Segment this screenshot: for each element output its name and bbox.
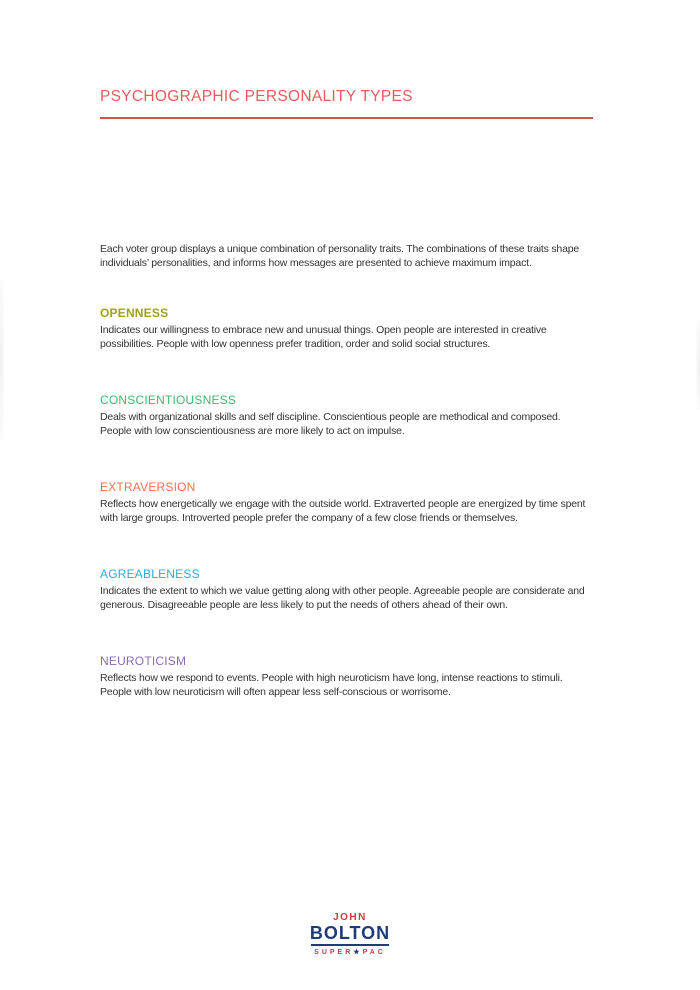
section-text: Indicates the extent to which we value getting along with other people. Agreeable people are considerate and generous. Disagreeable people are less likely to put the needs of others ahead of their own. [100, 585, 585, 611]
section-heading: OPENNESS [100, 306, 169, 320]
section-heading: AGREABLENESS [100, 567, 200, 581]
section-neuroticism [100, 654, 593, 699]
section-conscientiousness [100, 393, 593, 438]
section-text: Indicates our willingness to embrace new and unusual things. Open people are interested in creative possibilities. People with low openness prefer tradition, order and solid social structures. [100, 324, 547, 350]
title-underline [100, 117, 593, 119]
logo-tagline [314, 949, 386, 957]
intro-paragraph: Each voter group displays a unique combination of personality traits. The combinations of these traits shape individuals’ personalities, and informs how messages are presented to achieve maximum impact. [100, 243, 579, 269]
section-openness [100, 306, 593, 351]
section-heading: CONSCIENTIOUSNESS [100, 393, 237, 407]
logo-divider [311, 944, 389, 946]
section-text: Reflects how we respond to events. People with high neuroticism have long, intense reactions to stimuli. People with low neuroticism will often appear less self-conscious or worrisome. [100, 672, 563, 698]
section-heading: NEUROTICISM [100, 654, 187, 668]
logo-last-name: BOLTON [309, 923, 391, 943]
page-title: PSYCHOGRAPHIC PERSONALITY TYPES [100, 88, 413, 105]
section-heading: EXTRAVERSION [100, 480, 196, 494]
section-agreableness [100, 567, 593, 612]
john-bolton-superpac-logo [305, 912, 395, 957]
tagline-super: SUPER [314, 949, 354, 956]
section-text: Reflects how energetically we engage with the outside world. Extraverted people are energized by time spent with large groups. Introverted people prefer the company of a few close friends or themselves. [100, 498, 586, 524]
tagline-pac: PAC [362, 949, 386, 956]
star-icon: ★ [353, 949, 363, 956]
section-text: Deals with organizational skills and self discipline. Conscientious people are methodical and composed. People with low conscientiousness are more likely to act on impulse. [100, 411, 561, 437]
section-extraversion [100, 480, 593, 525]
logo-first-name: JOHN [333, 912, 367, 923]
